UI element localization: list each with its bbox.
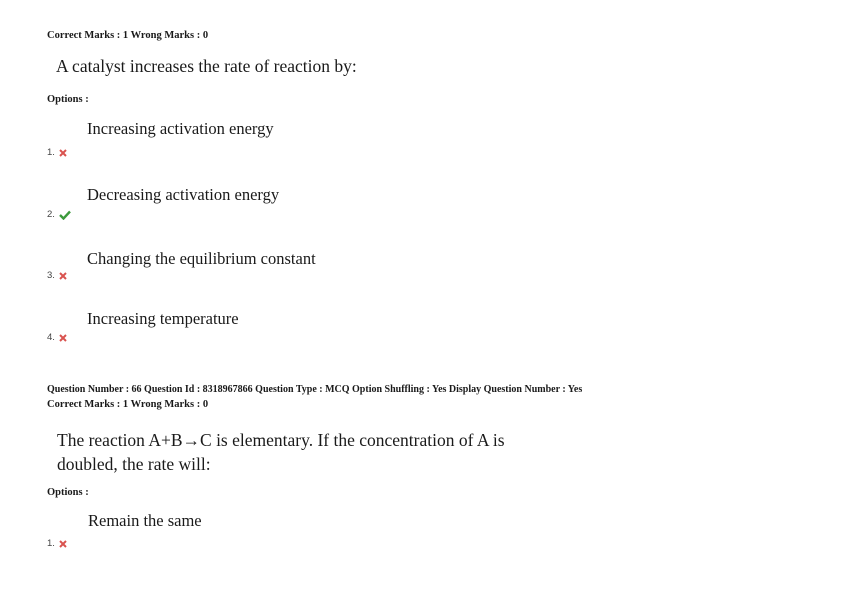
- question-line: The reaction A+B→C is elementary. If the concentration of A is: [57, 430, 505, 450]
- cross-icon: [59, 334, 67, 342]
- question-text: [57, 428, 505, 476]
- check-icon: [59, 210, 71, 220]
- option-number-label: 2.: [47, 209, 55, 220]
- options-label: Options :: [47, 94, 89, 105]
- question-line: doubled, the rate will:: [57, 454, 211, 474]
- option-text-1: Remain the same: [88, 511, 202, 530]
- cross-icon: [59, 540, 67, 548]
- option-number-1: [47, 538, 67, 549]
- option-number-label: 1.: [47, 147, 55, 158]
- options-label: Options :: [47, 487, 89, 498]
- option-number-label: 1.: [47, 538, 55, 549]
- marks-info: Correct Marks : 1 Wrong Marks : 0: [47, 399, 209, 410]
- cross-icon: [59, 272, 67, 280]
- option-text-2: Decreasing activation energy: [87, 185, 280, 204]
- option-number-3: [47, 270, 67, 281]
- option-number-1: [47, 147, 67, 158]
- option-text-3: Changing the equilibrium constant: [87, 249, 316, 268]
- question-text: A catalyst increases the rate of reaction by:: [56, 56, 357, 76]
- option-text-4: Increasing temperature: [87, 309, 239, 328]
- option-text-1: Increasing activation energy: [87, 119, 274, 138]
- option-number-label: 3.: [47, 270, 55, 281]
- option-number-2: [47, 209, 71, 220]
- marks-info: Correct Marks : 1 Wrong Marks : 0: [47, 30, 209, 41]
- option-number-4: [47, 332, 67, 343]
- question-header: Question Number : 66 Question Id : 8318967866 Question Type : MCQ Option Shuffling : Yes Display Question Number : Yes: [47, 384, 583, 395]
- cross-icon: [59, 149, 67, 157]
- option-number-label: 4.: [47, 332, 55, 343]
